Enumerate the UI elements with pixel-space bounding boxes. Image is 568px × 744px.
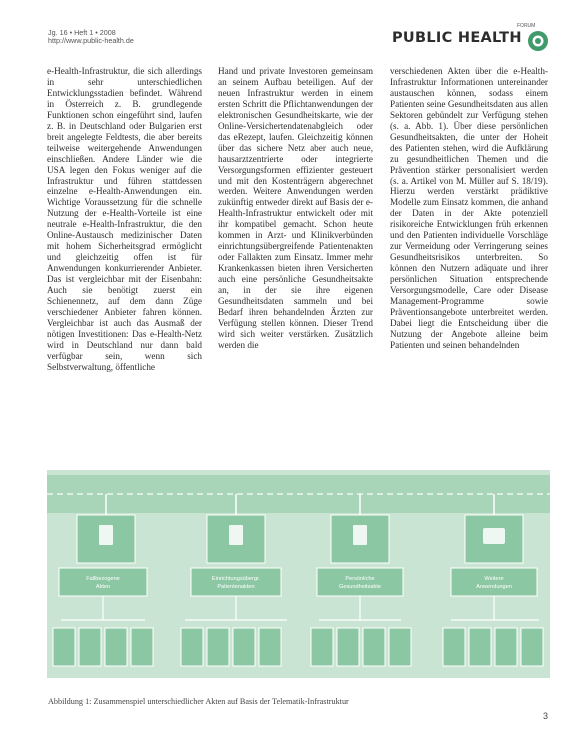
label-box-2	[191, 568, 281, 596]
box-4-line2: Anwendungen	[476, 584, 512, 590]
box-2-line1: Einrichtungsübergr.	[211, 576, 261, 582]
folder-icon	[229, 525, 243, 545]
sub-box-3a	[311, 628, 333, 666]
sub-box-2d	[259, 628, 281, 666]
book-icon	[483, 528, 505, 544]
infrastructure-diagram	[47, 470, 550, 678]
header-meta	[48, 29, 134, 46]
sub-box-3d	[389, 628, 411, 666]
sub-box-1a	[53, 628, 75, 666]
sub-box-1d	[131, 628, 153, 666]
sub-box-1c	[105, 628, 127, 666]
journal-line: Jg. 16 • Heft 1 • 2008	[48, 28, 116, 37]
box-2-line2: Patientenakten	[217, 584, 255, 590]
box-3-line1: Persönliche	[345, 576, 375, 582]
column-1-text: e-Health-Infrastruktur, die sich allerdings in sehr unterschiedlichen Entwicklungsstadien befindet. Während in Österreich z. B. grundlegende Funktionen schon eingeführt sind, laufen z. B. in Deutschland oder Bulgarien erst breit angelegte Feldtests, die aber bereits teilweise weitergehende Anwendungen einschließen. Andere Länder wie die USA legen den Fokus weniger auf die Infrastruktur und führen stattdessen einzelne e-Health-Anwendungen ein. Wichtige Voraussetzung für die schnelle Nutzung der e-Health-Vorteile ist eine neutrale e-Health-Infrastruktur, die den Online-Austausch medizinischer Daten mit hohem Sicherheitsgrad ermöglicht und gleichzeitig offen ist für Anwendungen konkurrierender Anbieter. Das ist vergleichbar mit der Eisenbahn: Auch sie benötigt zuerst ein Schienennetz, auf dem dann Züge verschiedener Anbieter fahren können. Vergleichbar ist auch das Ausmaß der nötigen Investitionen: Das e-Health-Netz wird in Deutschland nur dann bald verfügbar sein, wenn sich Selbstverwaltung, öffentliche	[47, 66, 202, 372]
figure-caption: Abbildung 1: Zusammenspiel unterschiedlicher Akten auf Basis der Telematik-Infrastruktur	[48, 697, 349, 706]
text-column-3	[390, 66, 548, 351]
box-1-line1: Fallbezogene	[86, 576, 120, 582]
text-column-1	[47, 66, 202, 373]
label-box-1	[59, 568, 147, 596]
sub-box-1b	[79, 628, 101, 666]
logo-circle-icon	[527, 30, 549, 52]
sub-box-2a	[181, 628, 203, 666]
column-2-text: Hand und private Investoren gemeinsam an seinem Aufbau beteiligen. Auf der neuen Infrastruktur werden in einem ersten Schritt die Pflichtanwendungen der elektronischen Gesundheitskarte, wie der Online-Versichertendatenabgleich oder das eRezept, laufen. Gleichzeitig können über das sichere Netz aber auch neue, hausarztzentrierte oder integrierte Versorgungsformen effizienter gesteuert und mit den Kostenträgern abgerechnet werden. Weitere Anwendungen werden zukünftig entweder direkt auf Basis der e-Health-Infrastruktur entwickelt oder mit ihr kompatibel gemacht. Schon heute kommen in Arzt- und Klinikverbünden einrichtungsübergreifende Patientenakten oder Fallakten zum Einsatz. Immer mehr Krankenkassen bieten ihren Versicherten auch eine persönliche Gesundheitsakte an, in der sie ihre eigenen Gesundheitsdaten sammeln und bei Bedarf ihren behandelnden Ärzten zur Verfügung stellen können. Dieser Trend wird sich weiter verstärken. Zusätzlich werden die	[218, 66, 373, 350]
sub-box-2c	[233, 628, 255, 666]
logo-text: PUBLIC HEALTH	[392, 30, 522, 46]
label-box-3	[317, 568, 403, 596]
sub-box-3c	[363, 628, 385, 666]
sub-box-4d	[521, 628, 543, 666]
public-health-logo	[392, 20, 552, 58]
document-icon	[99, 525, 113, 545]
health-record-icon	[353, 525, 367, 545]
box-1-line2: Akten	[95, 584, 111, 590]
journal-subline: http://www.public-health.de	[48, 36, 134, 46]
sub-box-3b	[337, 628, 359, 666]
label-box-4	[451, 568, 537, 596]
logo-forum: FORUM	[517, 23, 536, 29]
sub-box-4b	[469, 628, 491, 666]
text-column-2	[218, 66, 373, 351]
sub-box-4a	[443, 628, 465, 666]
box-4-line1: Weitere	[484, 576, 504, 582]
column-3-text: verschiedenen Akten über die e-Health-Infrastruktur Informationen untereinander austauschen können, sodass einem Patienten seine Gesundheitsdaten aus allen Sektoren gebündelt zur Verfügung stehen (s. a. Abb. 1). Über diese persönlichen Gesundheitsakten, die unter der Hoheit des Patienten stehen, wird die Aufklärung zu gesundheitlichen Themen und die Prävention stärker personalisiert werden (s. a. Artikel von M. Müller auf S. 18/19). Hierzu werden verstärkt prädiktive Modelle zum Einsatz kommen, die anhand der Daten in der Akte potenziell risikoreiche Entwicklungen früh erkennen und den Patienten individuelle Vorschläge zur Vermeidung oder Verringerung seines Gesundheitsrisikos unterbreiten. So können den Nutzern adäquate und ihrer persönlichen Situation entsprechende Versorgungsmodelle, Care oder Disease Management-Programme sowie Präventionsangebote unterbreitet werden. Dabei liegt die Entscheidung über die Nutzung der Angebote alleine beim Patienten und seinen behandelnden	[390, 66, 548, 350]
box-3-line2: Gesundheitsakte	[339, 584, 381, 590]
page-number: 3	[543, 711, 549, 721]
sub-box-2b	[207, 628, 229, 666]
sub-box-4c	[495, 628, 517, 666]
